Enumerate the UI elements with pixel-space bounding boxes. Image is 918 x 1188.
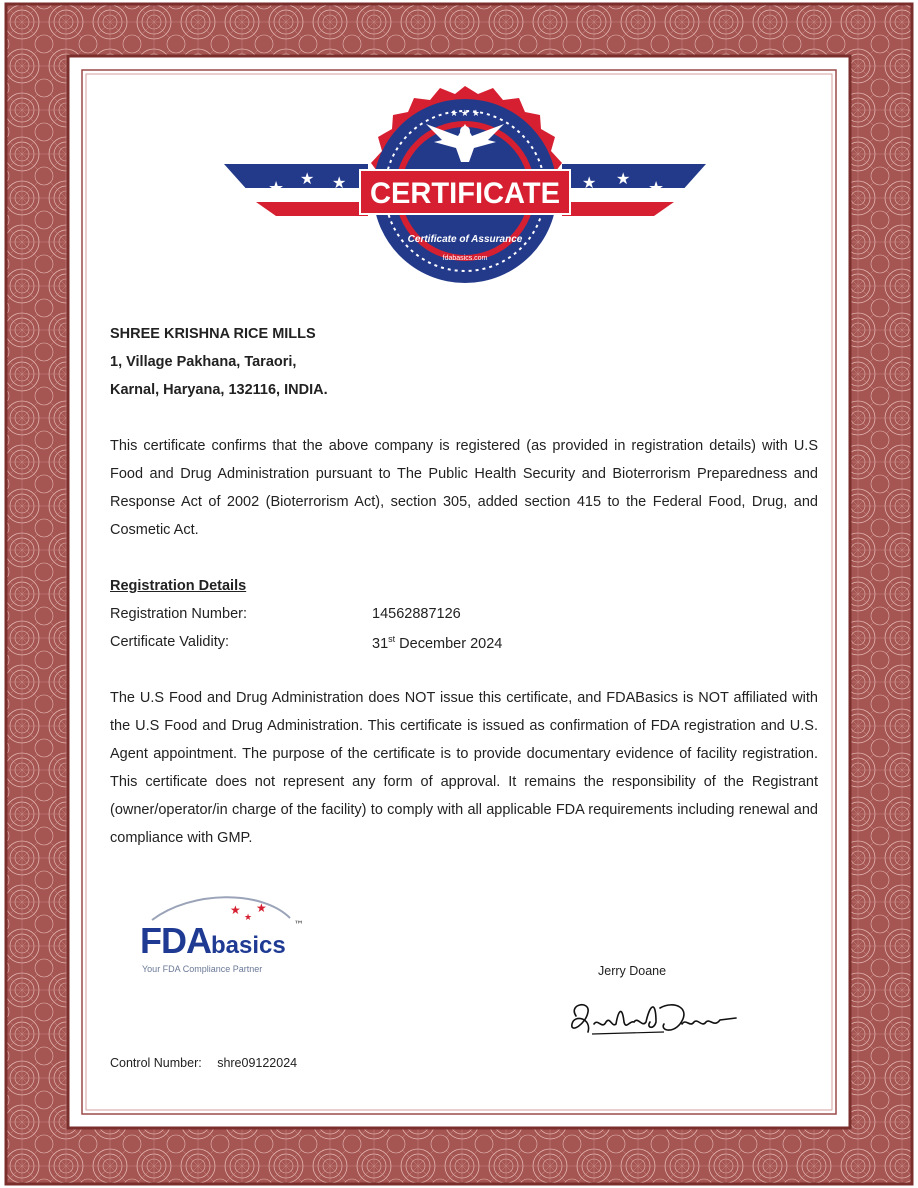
registration-statement: This certificate confirms that the above company is registered (as provided in registration details) with U.S Food and Drug Administration pursuant to The Public Health Security and Bioterrorism Preparedness and Response Act of 2002 (Bioterrorism Act), section 305, added section 415 to the Federal Food, Drug, and Cosmetic Act.	[110, 438, 818, 538]
svg-text:★ ★ ★: ★ ★ ★	[450, 109, 480, 119]
control-number-label: Control Number:	[110, 1056, 202, 1070]
registration-heading: Registration Details	[110, 578, 247, 594]
seal-website: fdabasics.com	[442, 255, 488, 262]
registration-number-row	[110, 606, 610, 622]
svg-text:★: ★	[244, 913, 253, 923]
svg-text:★: ★	[300, 169, 315, 188]
company-address-line2: Karnal, Haryana, 132116, INDIA.	[110, 382, 328, 398]
control-number-value: shre09122024	[217, 1056, 298, 1070]
signature	[564, 994, 744, 1046]
left-ribbon	[224, 164, 368, 216]
svg-text:★: ★	[616, 169, 631, 188]
certificate-validity-row	[110, 634, 610, 650]
seal-subtitle: Certificate of Assurance	[407, 234, 523, 245]
svg-text:★: ★	[648, 178, 665, 199]
logo-wordmark	[140, 920, 304, 962]
validity-day: 31	[372, 635, 389, 652]
registration-number-value: 14562887126	[372, 606, 461, 622]
svg-text:★: ★	[230, 903, 241, 917]
control-number-row	[110, 1056, 297, 1070]
svg-text:★: ★	[332, 173, 347, 192]
svg-text:★: ★	[268, 178, 285, 199]
validity-month-year: December 2024	[395, 635, 503, 652]
seal-title: CERTIFICATE	[370, 177, 560, 210]
fdabasics-logo	[112, 892, 322, 982]
logo-fda: FDA	[140, 920, 211, 961]
logo-basics: basics	[211, 932, 286, 959]
company-address-line1: 1, Village Pakhana, Taraori,	[110, 354, 297, 370]
validity-day-suffix: st	[388, 634, 396, 644]
svg-text:★: ★	[256, 901, 267, 915]
certificate-validity-value	[372, 634, 502, 652]
logo-tagline: Your FDA Compliance Partner	[142, 964, 263, 974]
signatory-name: Jerry Doane	[598, 964, 667, 978]
certificate-validity-label: Certificate Validity:	[110, 634, 229, 650]
svg-text:★: ★	[582, 173, 597, 192]
logo-tm: ™	[293, 920, 304, 931]
disclaimer-text: The U.S Food and Drug Administration does NOT issue this certificate, and FDABasics is NOT affiliated with the U.S Food and Drug Administration. This certificate is issued as confirmation of FDA registration and U.S. Agent appointment. The purpose of the certificate is to provide documentary evidence of facility registration. This certificate does not represent any form of approval. It remains the responsibility of the Registrant (owner/operator/in charge of the facility) to comply with all applicable FDA requirements including renewal and compliance with GMP.	[110, 690, 818, 846]
certificate-seal	[220, 84, 710, 314]
right-ribbon	[562, 164, 706, 216]
registration-number-label: Registration Number:	[110, 606, 247, 622]
company-name: SHREE KRISHNA RICE MILLS	[110, 326, 316, 342]
